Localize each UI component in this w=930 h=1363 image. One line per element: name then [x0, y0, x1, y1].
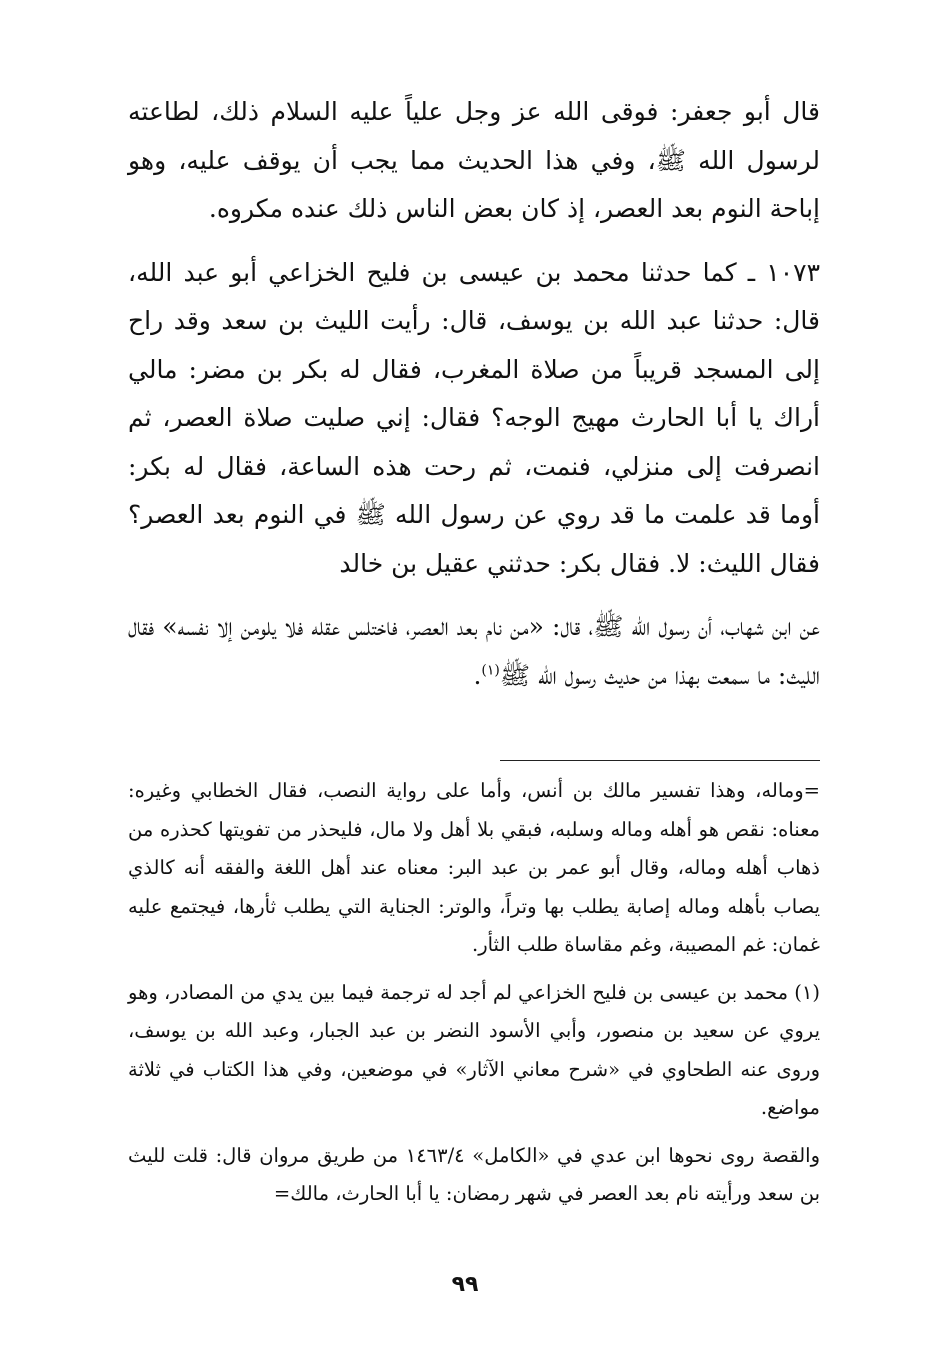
footnote-continuation: =وماله، وهذا تفسير مالك بن أنس، وأما على رواية النصب، فقال الخطابي وغيره: معناه: نقص هو أهله وماله وسلبه، فبقي بلا أهل ولا مال، فليحذر من تفويتها كحذره من ذهاب أهله وماله، وقال أبو عمر بن عبد البر: معناه عند أهل اللغة والفقه أنه كالذي يصاب بأهله وماله إصابة يطلب بها وتراً، والوتر: الجناية التي يطلب ثأرها، فيجتمع عليه غمان: غم المصيبة، وغم مقاساة طلب الثأر. — [128, 779, 820, 956]
paragraph-hadith-matn — [128, 603, 820, 700]
footnote-story: والقصة روى نحوها ابن عدي في «الكامل» ١٤٦٣/٤ من طريق مروان قال: قلت لليث بن سعد ورأيته نام بعد العصر في شهر رمضان: يا أبا الحارث، مالك= — [128, 1143, 820, 1205]
footnote-marker: (١) — [481, 662, 500, 679]
footnotes — [128, 772, 820, 1214]
main-text — [128, 88, 820, 700]
page-number: ٩٩ — [451, 1272, 479, 1297]
final-period: . — [473, 660, 482, 690]
hadith-matn-text: عن ابن شهاب، أن رسول الله ﷺ، قال: «من نام بعد العصر، فاختلس عقله فلا يلومن إلا نفسه» فقال الليث: ما سمعت بهذا من حديث رسول الله ﷺ — [128, 612, 820, 690]
paragraph-hadith-isnad: ١٠٧٣ ـ كما حدثنا محمد بن عيسى بن فليح الخزاعي أبو عبد الله، قال: حدثنا عبد الله بن يوسف، قال: رأيت الليث بن سعد وقد راح إلى المسجد قريباً من صلاة المغرب، فقال له بكر بن مضر: مالي أراك يا أبا الحارث مهيج الوجه؟ فقال: إني صليت صلاة العصر، ثم انصرفت إلى منزلي، فنمت، ثم رحت هذه الساعة، فقال له بكر: أوما قد علمت ما قد روي عن رسول الله ﷺ في النوم بعد العصر؟ فقال الليث: لا. فقال بكر: حدثني عقيل بن خالد — [128, 257, 820, 578]
footnote-separator — [500, 760, 820, 761]
paragraph-commentary: قال أبو جعفر: فوقى الله عز وجل علياً عليه السلام ذلك، لطاعته لرسول الله ﷺ، وفي هذا الحديث مما يجب أن يوقف عليه، وهو إباحة النوم بعد العصر، إذ كان بعض الناس ذلك عنده مكروه. — [128, 97, 820, 223]
footnote-1: (١) محمد بن عيسى بن فليح الخزاعي لم أجد له ترجمة فيما بين يدي من المصادر، وهو يروي عن سعيد بن منصور، وأبي الأسود النضر بن عبد الجبار، وعبد الله بن يوسف، وروى عنه الطحاوي في «شرح معاني الآثار» في موضعين، وفي هذا الكتاب في ثلاثة مواضع. — [128, 980, 820, 1119]
